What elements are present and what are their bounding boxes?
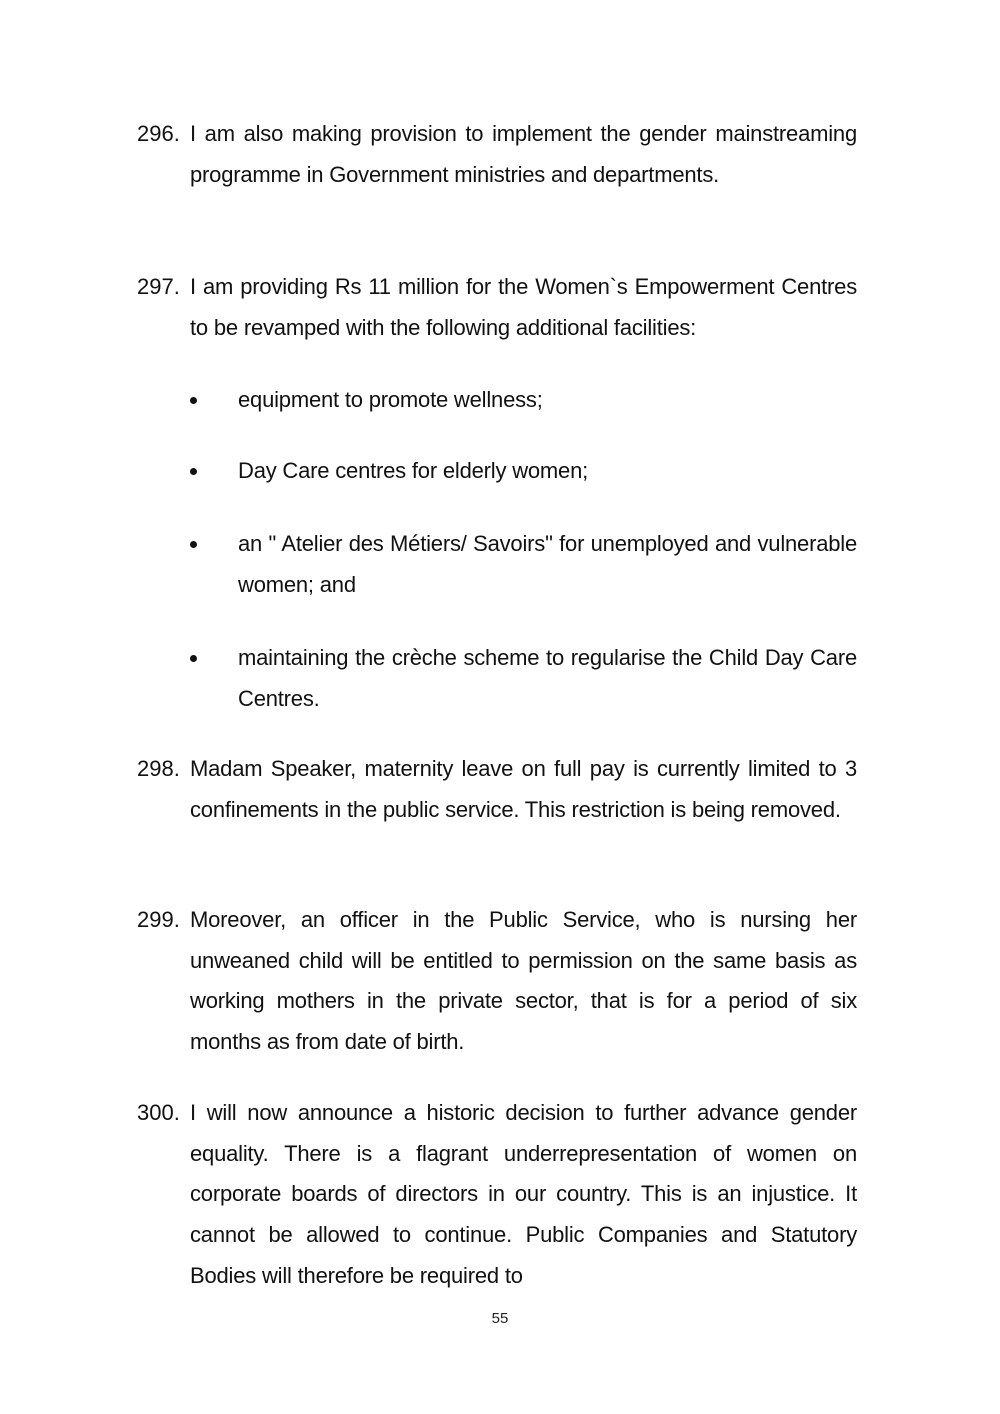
bullet-icon (190, 655, 197, 662)
paragraph-number: 298. (137, 756, 180, 781)
paragraph-text: I am also making provision to implement the gender mainstreaming programme in Government ministries and departments. (190, 121, 857, 187)
list-item-text: maintaining the crèche scheme to regularise the Child Day Care Centres. (238, 645, 857, 711)
paragraph-number: 297. (137, 274, 180, 299)
paragraph-number: 300. (137, 1100, 180, 1125)
list-item-text: equipment to promote wellness; (238, 387, 543, 412)
paragraph-text: Moreover, an officer in the Public Service, who is nursing her unweaned child will be entitled to permission on the same basis as working mothers in the private sector, that is for a period of six months as from date of birth. (190, 907, 857, 1055)
paragraph-number: 296. (137, 121, 180, 146)
paragraph-text: I will now announce a historic decision to further advance gender equality. There is a flagrant underrepresentation of women on corporate boards of directors in our country. This is an injustice. It cannot be allowed to continue. Public Companies and Statutory Bodies will therefore be required to (190, 1100, 857, 1288)
bullet-icon (190, 541, 197, 548)
paragraph-text: Madam Speaker, maternity leave on full pay is currently limited to 3 confinements in the public service. This restriction is being removed. (190, 756, 857, 822)
bullet-icon (190, 397, 197, 404)
paragraph-text: I am providing Rs 11 million for the Women`s Empowerment Centres to be revamped with the following additional facilities: (190, 274, 857, 340)
list-item-text: an " Atelier des Métiers/ Savoirs" for unemployed and vulnerable women; and (238, 531, 857, 597)
bullet-icon (190, 468, 197, 475)
list-item-text: Day Care centres for elderly women; (238, 458, 589, 483)
page-number: 55 (491, 1310, 509, 1327)
paragraph-number: 299. (137, 907, 180, 932)
